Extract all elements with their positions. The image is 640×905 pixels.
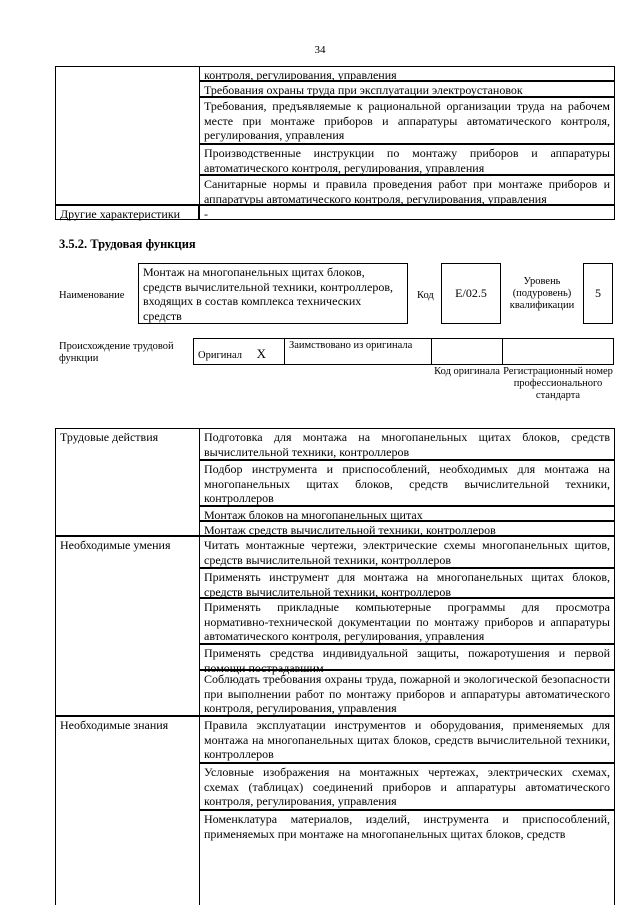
- table-row: Санитарные нормы и правила проведения работ при монтаже приборов и аппаратуры автоматического контроля, регулирования, управления: [199, 175, 615, 205]
- table-row: Требования охраны труда при эксплуатации электроустановок: [199, 81, 615, 97]
- table-row: Подбор инструмента и приспособлений, необходимых для монтажа на многопанельных щитах блоков, средств вычислительной техники, контроллеров: [199, 460, 615, 506]
- table-row: Применять прикладные компьютерные программы для просмотра нормативно-технической документации по монтажу приборов и аппаратуры автоматического контроля, регулирования, управления: [199, 598, 615, 644]
- level-label: Уровень (подуровень) квалификации: [509, 276, 575, 311]
- top-requirements-table: [55, 66, 615, 220]
- borrowed-cell: Заимствовано из оригинала: [284, 338, 432, 365]
- origin-code-caption: Код оригинала: [434, 366, 500, 377]
- table-row: Читать монтажные чертежи, электрические схемы многопанельных щитов, средств вычислительной техники, контроллеров: [199, 536, 615, 568]
- main-function-table: [55, 428, 615, 905]
- page-number: 34: [314, 44, 326, 56]
- table-row: Подготовка для монтажа на многопанельных щитах блоков, средств вычислительной техники, контроллеров: [199, 428, 615, 460]
- original-mark: X: [256, 346, 267, 361]
- table-row: контроля, регулирования, управления: [199, 66, 615, 81]
- knowledge-label-cell: [55, 716, 199, 905]
- table-row: Требования, предъявляемые к рациональной организации труда на рабочем месте при монтаже приборов и аппаратуры автоматического контроля, регулирования, управления: [199, 97, 615, 144]
- registration-caption: Регистрационный номер профессионального стандарта: [503, 366, 613, 401]
- section-title: 3.5.2. Трудовая функция: [59, 237, 196, 251]
- table-row: Номенклатура материалов, изделий, инструмента и приспособлений, применяемых при монтаже на многопанельных щитах блоков, средств: [199, 810, 615, 905]
- skills-label: Необходимые умения: [60, 538, 171, 552]
- table-row: Соблюдать требования охраны труда, пожарной и экологической безопасности при выполнении работ по монтажу приборов и аппаратуры автоматического контроля, регулирования, управления: [199, 670, 615, 716]
- function-code-box: E/02.5: [441, 263, 501, 324]
- actions-label: Трудовые действия: [60, 430, 159, 444]
- table-row: Монтаж блоков на многопанельных щитах: [199, 506, 615, 521]
- empty-label-cell: [55, 66, 199, 205]
- original-label: Оригинал: [198, 350, 242, 361]
- other-characteristics-label: Другие характеристики: [55, 205, 199, 220]
- function-name-box: Монтаж на многопанельных щитах блоков, средств вычислительной техники, контроллеров, входящих в состав комплекса технических средств: [138, 263, 408, 324]
- table-row: Правила эксплуатации инструментов и оборудования, применяемых для монтажа на многопанельных щитах блоков, средств вычислительной техники, контроллеров: [199, 716, 615, 763]
- code-label: Код: [417, 290, 434, 301]
- level-value-box: 5: [583, 263, 613, 324]
- table-row: Производственные инструкции по монтажу приборов и аппаратуры автоматического контроля, регулирования, управления: [199, 144, 615, 175]
- skills-label-cell: [55, 536, 199, 716]
- knowledge-label: Необходимые знания: [60, 718, 169, 732]
- origin-code-cell: [431, 338, 503, 365]
- actions-label-cell: [55, 428, 199, 536]
- origin-label: Происхождение трудовой функции: [59, 341, 174, 364]
- table-row: Применять средства индивидуальной защиты, пожаротушения и первой помощи пострадавшим: [199, 644, 615, 670]
- table-row: Применять инструмент для монтажа на многопанельных щитах блоков, средств вычислительной техники, контроллеров: [199, 568, 615, 598]
- name-label: Наименование: [59, 290, 125, 301]
- table-row: Монтаж средств вычислительной техники, контроллеров: [199, 521, 615, 536]
- other-characteristics-value: -: [199, 205, 615, 220]
- original-cell: [193, 338, 285, 365]
- table-row: Условные изображения на монтажных чертежах, электрических схемах, схемах (таблицах) соединений приборов и аппаратуры автоматического контроля, регулирования, управления: [199, 763, 615, 810]
- origin-reg-cell: [502, 338, 614, 365]
